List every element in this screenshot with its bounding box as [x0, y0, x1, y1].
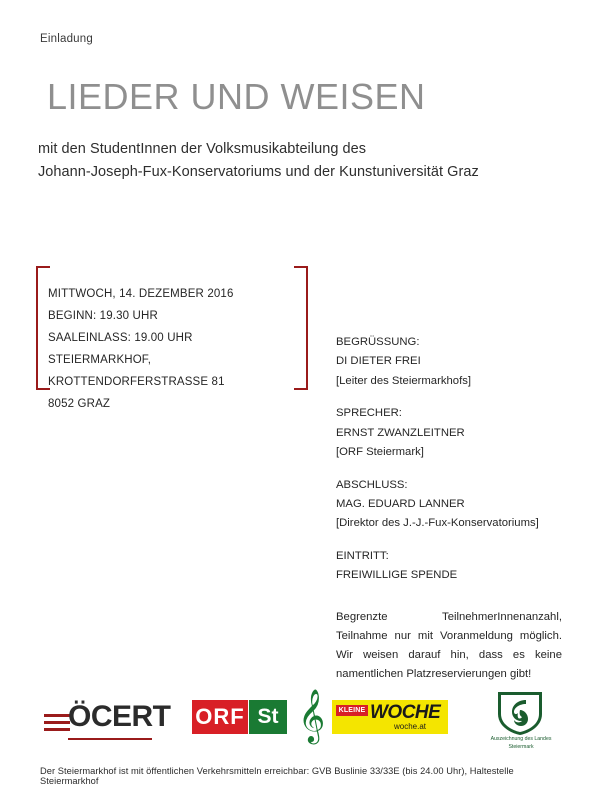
- wappen-caption: Auszeichnung des Landes Steiermark: [490, 736, 552, 750]
- transport-footer: Der Steiermarkhof ist mit öffentlichen Verkehrsmitteln erreichbar: GVB Buslinie 33/33E (bis 24.00 Uhr), Haltestelle Steiermarkhof: [40, 766, 514, 786]
- event-details-text: [48, 283, 308, 415]
- woche-kleine-badge: KLEINE: [336, 705, 368, 716]
- credit-role: ABSCHLUSS:: [336, 478, 408, 491]
- ocert-logo: [44, 700, 171, 744]
- orf-region-mark: St: [249, 700, 287, 734]
- credit-name: MAG. EDUARD LANNER: [336, 497, 465, 510]
- event-details-block: [36, 266, 308, 411]
- event-date: MITTWOCH, 14. DEZEMBER 2016: [48, 288, 234, 300]
- event-venue: STEIERMARKHOF, KROTTENDORFERSTRASSE 81: [48, 354, 225, 389]
- subtitle-line-2: Johann-Joseph-Fux-Konservatoriums und der Kunstuniversität Graz: [38, 164, 479, 181]
- credit-name: ERNST ZWANZLEITNER: [336, 426, 465, 439]
- steiermark-wappen-logo: [484, 690, 558, 752]
- page-title: LIEDER UND WEISEN: [47, 76, 426, 117]
- credit-role: EINTRITT:: [336, 549, 389, 562]
- credit-role: BEGRÜSSUNG:: [336, 336, 420, 348]
- shield-icon: [496, 690, 544, 736]
- event-admission-time: SAALEINLASS: 19.00 UHR: [48, 332, 193, 345]
- ocert-underline-decoration: [68, 738, 152, 740]
- credit-name: FREIWILLIGE SPENDE: [336, 569, 458, 582]
- ocert-wordmark: ÖCERT: [68, 700, 171, 733]
- credit-item-speaker: [336, 404, 568, 462]
- event-city: 8052 GRAZ: [48, 398, 111, 411]
- event-start-time: BEGINN: 19.30 UHR: [48, 310, 158, 323]
- ocert-bars-icon: [44, 714, 70, 732]
- credit-item-closing: [336, 476, 568, 534]
- subtitle-line-1: mit den StudentInnen der Volksmusikabteilung des: [38, 141, 367, 157]
- woche-url: woche.at: [394, 722, 427, 731]
- credit-role: SPRECHER:: [336, 407, 402, 420]
- logo-row: [0, 690, 600, 760]
- credits-list: [336, 333, 568, 599]
- orf-steiermark-logo: [192, 700, 288, 734]
- subtitle: [38, 138, 568, 185]
- credit-detail: [ORF Steiermark]: [336, 446, 424, 459]
- woche-wordmark: WOCHE: [370, 702, 441, 723]
- credit-name: DI DIETER FREI: [336, 355, 421, 368]
- credit-item-entry: [336, 547, 568, 586]
- treble-clef-icon: 𝄞: [298, 689, 326, 741]
- eyebrow-label: Einladung: [40, 33, 93, 45]
- orf-wordmark: ORF: [192, 700, 248, 734]
- credit-item-greeting: [336, 333, 568, 391]
- credit-detail: [Leiter des Steiermarkhofs]: [336, 374, 471, 387]
- credit-detail: [Direktor des J.-J.-Fux-Konservatoriums]: [336, 517, 539, 530]
- registration-note: Begrenzte TeilnehmerInnenanzahl, Teilnahme nur mit Voranmeldung möglich. Wir weisen darauf hin, dass es keine namentlichen Platzreservierungen gibt!: [336, 611, 562, 680]
- kleine-woche-logo: [332, 700, 448, 734]
